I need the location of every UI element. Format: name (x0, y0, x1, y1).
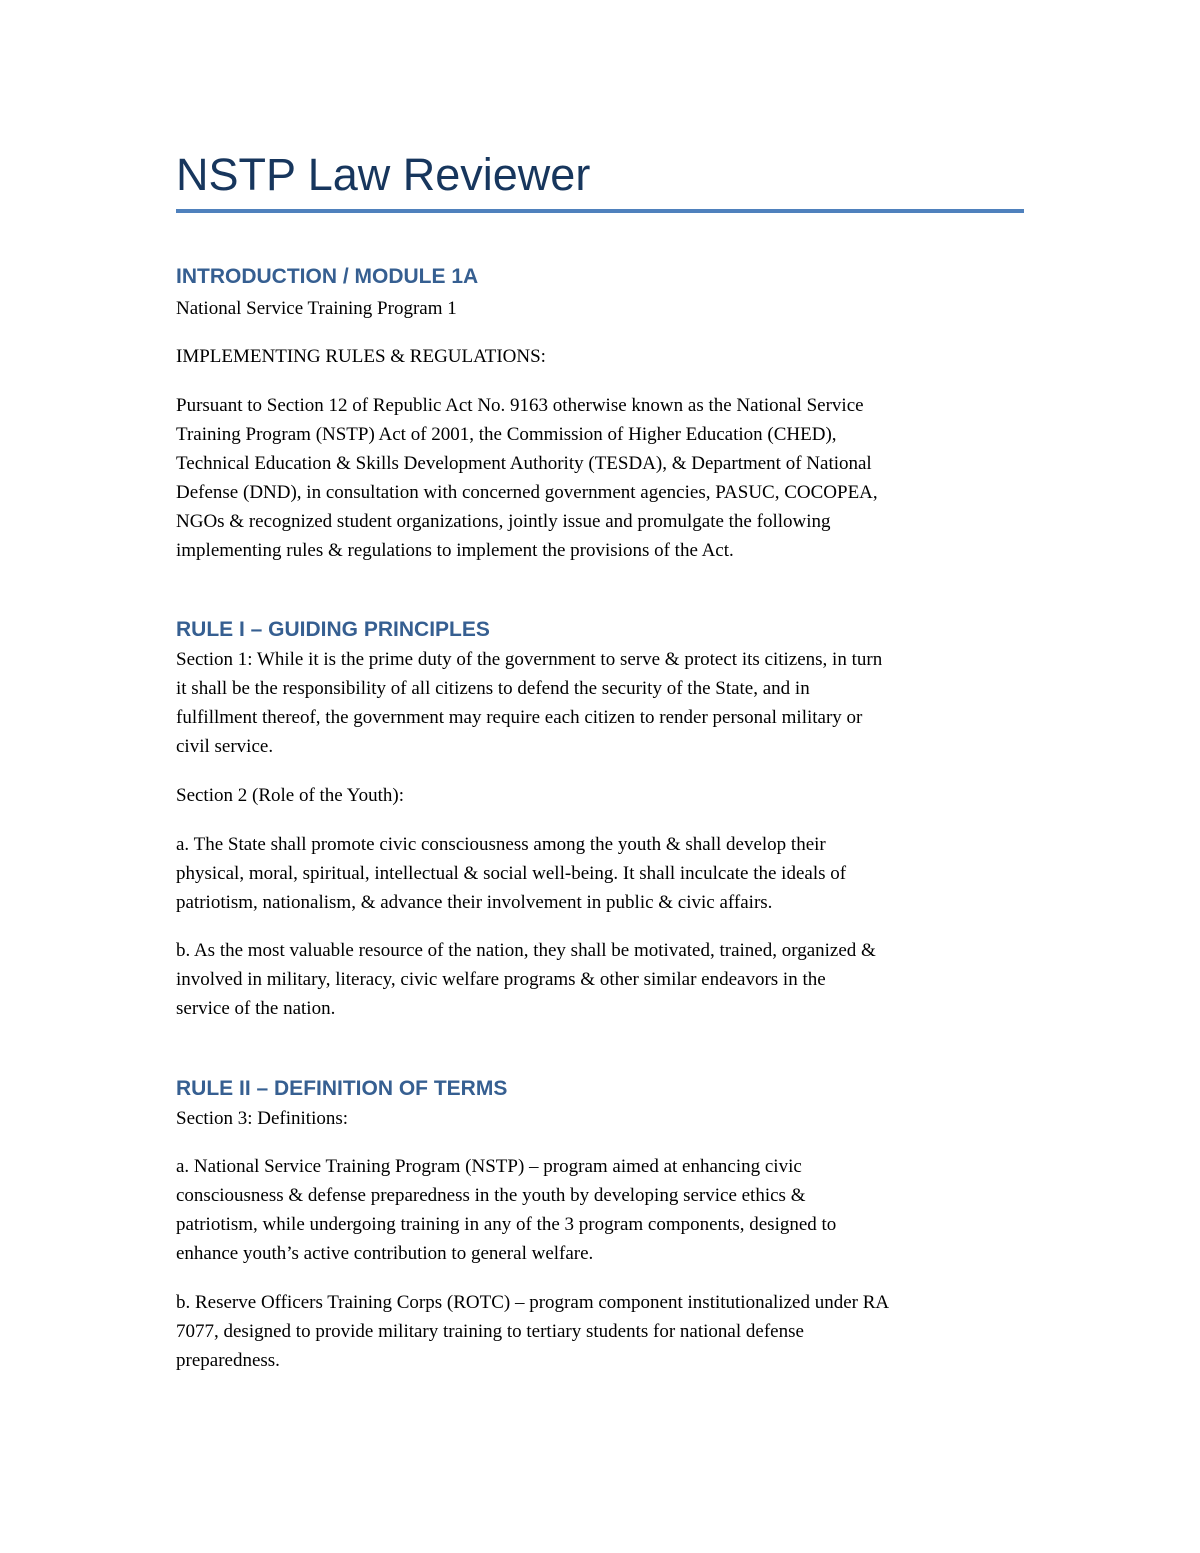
intro-paragraph: Pursuant to Section 12 of Republic Act No. 9163 otherwise known as the National Service Training Program (NSTP) Act of 2001, the Commission of Higher Education (CHED), Technical Education & Skills Development Authority (TESDA), & Department of National Defense (DND), in consultation with concerned government agencies, PASUC, COCOPEA, NGOs & recognized student organizations, jointly issue and promulgate the following implementing rules & regulations to implement the provisions of the Act. (176, 395, 878, 561)
rule2-item-b: b. Reserve Officers Training Corps (ROTC) – program component institutionalized under RA 7077, designed to provide military training to tertiary students for national defense preparedness. (176, 1292, 890, 1371)
heading-introduction: INTRODUCTION / MODULE 1A (176, 265, 479, 288)
rule1-section-2-label: Section 2 (Role of the Youth): (176, 785, 404, 806)
irr-label: IMPLEMENTING RULES & REGULATIONS: (176, 346, 546, 367)
rule2-item-a: a. National Service Training Program (NSTP) – program aimed at enhancing civic consciousness & defense preparedness in the youth by developing service ethics & patriotism, while undergoing training in any of the 3 program components, designed to enhance youth’s active contribution to general welfare. (176, 1156, 837, 1264)
intro-subtitle: National Service Training Program 1 (176, 298, 457, 319)
document-title: NSTP Law Reviewer (176, 149, 591, 200)
rule2-section-3-label: Section 3: Definitions: (176, 1108, 349, 1129)
heading-rule-2: RULE II – DEFINITION OF TERMS (176, 1077, 508, 1100)
heading-rule-1: RULE I – GUIDING PRINCIPLES (176, 618, 490, 641)
rule1-section-1: Section 1: While it is the prime duty of the government to serve & protect its citizens, in turn it shall be the responsibility of all citizens to defend the security of the State, and in fulfillment thereof, the government may require each citizen to render personal military or civil service. (176, 649, 883, 757)
rule1-item-a: a. The State shall promote civic consciousness among the youth & shall develop their physical, moral, spiritual, intellectual & social well-being. It shall inculcate the ideals of patriotism, nationalism, & advance their involvement in public & civic affairs. (176, 834, 847, 913)
title-underline (176, 209, 1024, 213)
rule1-item-b: b. As the most valuable resource of the nation, they shall be motivated, trained, organized & involved in military, literacy, civic welfare programs & other similar endeavors in the service of the nation. (176, 940, 876, 1019)
